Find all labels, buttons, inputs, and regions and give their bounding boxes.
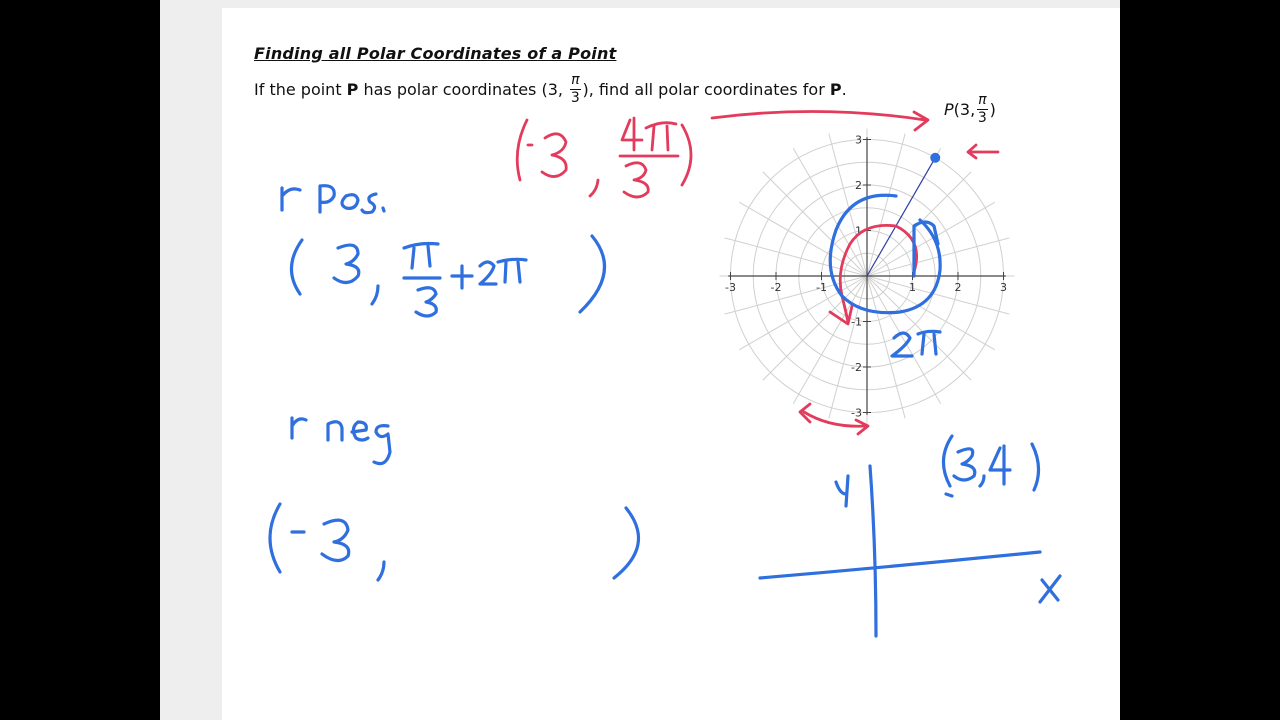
problem-fraction-den: 3: [570, 90, 580, 106]
blue-r-neg: [292, 418, 306, 438]
x-tick-label: 2: [954, 281, 962, 294]
point-label-close: ): [989, 100, 996, 119]
page-heading: Finding all Polar Coordinates of a Point: [254, 44, 617, 63]
problem-point-p-2: P: [829, 80, 842, 99]
x-tick-label: -2: [770, 281, 782, 294]
blue-axis-horizontal: [760, 552, 1040, 578]
red-paren-close: [682, 125, 691, 185]
y-tick-label: 3: [855, 133, 862, 147]
red-4pi: [622, 118, 676, 150]
x-tick-label: -1: [816, 281, 827, 294]
blue-paren-open-2: [270, 504, 280, 572]
grid-spoke: [739, 202, 867, 276]
y-tick-label: 2: [855, 179, 862, 192]
point-label-open: (3,: [953, 100, 976, 119]
blue-minus-3: [292, 520, 349, 560]
red-paren-open: [517, 120, 527, 180]
problem-fraction-num: π: [571, 72, 580, 88]
grid-spoke: [829, 276, 867, 418]
grid-spoke: [763, 172, 867, 276]
red-digit-3: [624, 163, 648, 197]
grid-spoke: [867, 276, 905, 418]
grid-spoke: [739, 276, 867, 350]
blue-text-neg: [328, 422, 390, 464]
blue-text-pos: [320, 186, 384, 213]
grid-spoke: [793, 276, 867, 404]
polar-grid: [720, 129, 1015, 424]
blue-plus-2pi: [452, 259, 526, 288]
blue-paren-close-1: [580, 236, 605, 312]
blue-comma-2: [378, 562, 384, 580]
problem-text-3: ), find all polar coordinates for: [582, 80, 830, 99]
y-tick-label: -3: [851, 406, 862, 420]
point-p-marker: [930, 153, 940, 163]
x-tick-label: 3: [1000, 281, 1007, 294]
blue-letter-x: [1040, 576, 1060, 602]
blue-paren-open-1: [291, 240, 302, 294]
grid-spoke: [867, 134, 905, 276]
blue-paren-close-2: [614, 508, 639, 578]
radius-line: [867, 158, 935, 276]
y-tick-label: -2: [851, 361, 862, 374]
problem-text-1: If the point: [254, 80, 347, 99]
problem-point-p: P: [346, 80, 359, 99]
y-tick-label: -1: [851, 315, 862, 329]
blue-axis-vertical: [870, 466, 876, 636]
blue-digit-3-1: [334, 245, 359, 282]
problem-text-4: .: [841, 80, 847, 99]
blue-r-pos: [282, 188, 300, 210]
x-tick-label: 1: [909, 281, 916, 294]
grid-spoke: [867, 202, 995, 276]
point-label-num: π: [978, 92, 987, 108]
point-label-den: 3: [977, 110, 987, 126]
x-tick-label: -3: [725, 281, 736, 294]
blue-pi-3-fraction: [404, 244, 440, 317]
red-comma: [590, 180, 598, 196]
blue-ink-annotations: [270, 186, 1060, 636]
blue-letter-y: [836, 476, 848, 506]
blue-comma-1: [372, 286, 378, 304]
red-arrow-to-point: [712, 111, 928, 130]
blue-point-3-4: [943, 436, 1038, 496]
problem-text-2: has polar coordinates (3,: [358, 80, 569, 99]
red-arrow-right: [968, 145, 998, 158]
red-ink-annotations: [517, 111, 998, 434]
grid-spoke: [829, 134, 867, 276]
red-minus-3: [528, 134, 566, 177]
y-tick-label: 1: [855, 224, 862, 238]
point-label-prefix: P: [944, 100, 954, 119]
